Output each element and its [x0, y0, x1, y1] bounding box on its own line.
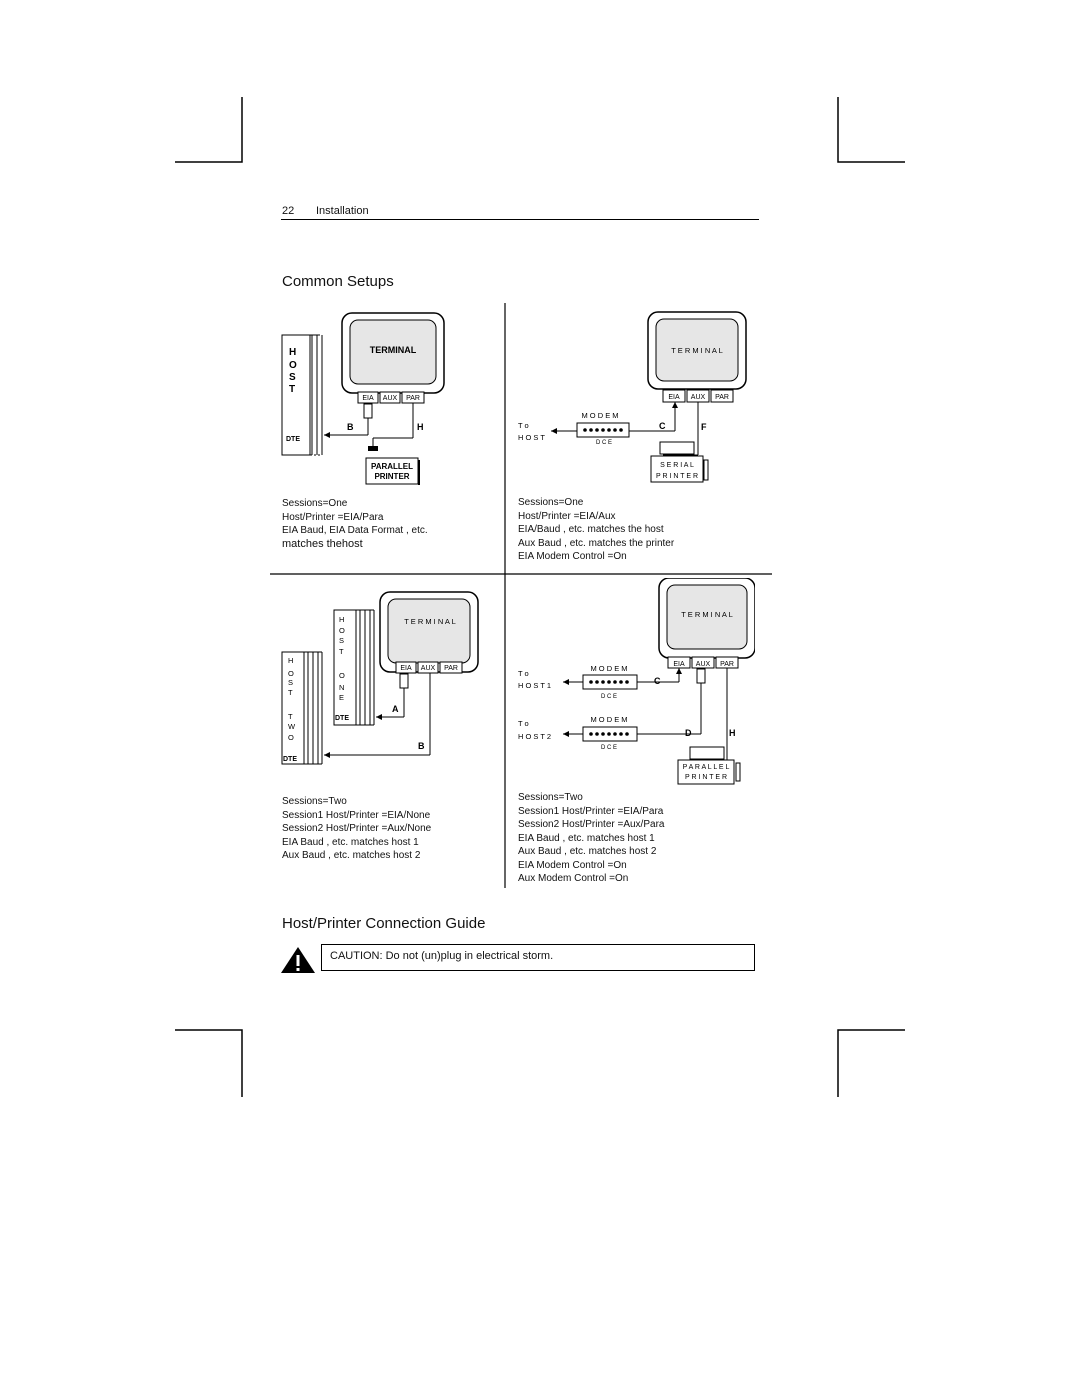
svg-text:PARALLEL: PARALLEL [370, 462, 414, 471]
diagram-two-sessions-dual-host [280, 580, 480, 775]
svg-text:C: C [654, 676, 661, 686]
svg-text:P A R A L L E L: P A R A L L E L [682, 764, 730, 771]
svg-text:T o: T o [518, 669, 529, 678]
svg-text:A: A [392, 704, 399, 714]
svg-text:O: O [339, 671, 345, 680]
svg-text:PRINTER: PRINTER [374, 472, 410, 481]
svg-text:F: F [701, 422, 707, 432]
svg-text:D C E: D C E [600, 745, 618, 751]
svg-text:PAR: PAR [715, 394, 729, 401]
svg-text:M O D E M: M O D E M [581, 411, 619, 420]
svg-text:D C E: D C E [600, 694, 618, 700]
svg-text:EIA: EIA [362, 395, 374, 402]
setup-caption-3: Sessions=Two Session1 Host/Printer =EIA/None Session2 Host/Printer =Aux/None EIA Baud , etc. matches host 1 Aux Baud , etc. matches host 2 [282, 796, 432, 861]
svg-text:H: H [289, 347, 297, 358]
common-setups-heading: Common Setups [282, 273, 394, 290]
setup-caption-1: Sessions=One Host/Printer =EIA/Para EIA Baud, EIA Data Format , etc. matches thehost [282, 498, 428, 550]
svg-text:EIA: EIA [400, 665, 412, 672]
caution-text: CAUTION: Do not (un)plug in electrical storm. [330, 950, 554, 962]
svg-text:PAR: PAR [406, 395, 420, 402]
svg-text:T: T [288, 688, 293, 697]
setup-caption-2: Sessions=One Host/Printer =EIA/Aux EIA/Baud , etc. matches the host Aux Baud , etc. matches the printer EIA Modem Control =On [518, 497, 675, 562]
svg-text:S: S [289, 372, 296, 383]
warning-icon [281, 946, 317, 974]
svg-text:T E R M I N A L: T E R M I N A L [681, 610, 733, 619]
svg-text:S: S [339, 636, 345, 645]
svg-text:DTE: DTE [335, 715, 349, 722]
svg-text:O: O [339, 626, 345, 635]
svg-text:P R I N T E R: P R I N T E R [684, 774, 728, 781]
svg-text:T E R M I N A L: T E R M I N A L [404, 617, 456, 626]
page-number: 22 [282, 205, 295, 217]
connection-guide-heading: Host/Printer Connection Guide [282, 915, 486, 932]
svg-text:H: H [729, 728, 736, 738]
svg-text:T o: T o [518, 719, 529, 728]
svg-text:D C E: D C E [595, 440, 613, 446]
svg-text:M O D E M: M O D E M [590, 664, 628, 673]
svg-text:DTE: DTE [286, 436, 300, 443]
svg-text:B: B [347, 422, 354, 432]
setup-caption-4: Sessions=Two Session1 Host/Printer =EIA/Para Session2 Host/Printer =Aux/Para EIA Baud , etc. matches host 1 Aux Baud , etc. matches host 2 EIA Modem Control =On Aux Modem Control =On [518, 792, 665, 884]
diagram-two-sessions-modems [515, 578, 755, 788]
svg-text:H: H [417, 422, 424, 432]
svg-text:H: H [339, 615, 345, 624]
diagram-one-session-parallel [280, 310, 480, 490]
svg-text:T: T [289, 384, 296, 395]
svg-text:M O D E M: M O D E M [590, 715, 628, 724]
svg-text:EIA: EIA [673, 661, 685, 668]
svg-text:S: S [288, 678, 294, 687]
svg-text:H O S T 2: H O S T 2 [518, 732, 552, 741]
svg-text:T E R M I N A L: T E R M I N A L [671, 346, 723, 355]
svg-text:EIA: EIA [668, 394, 680, 401]
svg-text:N: N [339, 683, 345, 692]
svg-text:H O S T: H O S T [518, 433, 545, 442]
svg-text:O: O [288, 669, 294, 678]
svg-text:B: B [418, 741, 425, 751]
svg-text:AUX: AUX [382, 395, 398, 402]
svg-text:C: C [659, 421, 666, 431]
svg-text:PAR: PAR [720, 661, 734, 668]
svg-text:S E R I A L: S E R I A L [660, 462, 694, 469]
svg-text:O: O [289, 360, 297, 371]
svg-text:PAR: PAR [444, 665, 458, 672]
svg-text:AUX: AUX [420, 665, 436, 672]
svg-text:T o: T o [518, 421, 529, 430]
svg-text:H O S T 1: H O S T 1 [518, 681, 552, 690]
svg-text:AUX: AUX [690, 394, 706, 401]
svg-text:T: T [339, 647, 344, 656]
section-title: Installation [316, 205, 369, 217]
svg-text:T: T [288, 712, 293, 721]
svg-text:D: D [685, 728, 692, 738]
diagram-one-session-serial [515, 310, 755, 490]
svg-text:O: O [288, 733, 294, 742]
svg-text:E: E [339, 693, 345, 702]
svg-text:AUX: AUX [695, 661, 711, 668]
svg-text:W: W [288, 722, 296, 731]
svg-text:DTE: DTE [283, 756, 297, 763]
svg-text:P R I N T E R: P R I N T E R [655, 473, 699, 480]
svg-text:TERMINAL: TERMINAL [369, 345, 417, 355]
svg-text:H: H [288, 656, 294, 665]
